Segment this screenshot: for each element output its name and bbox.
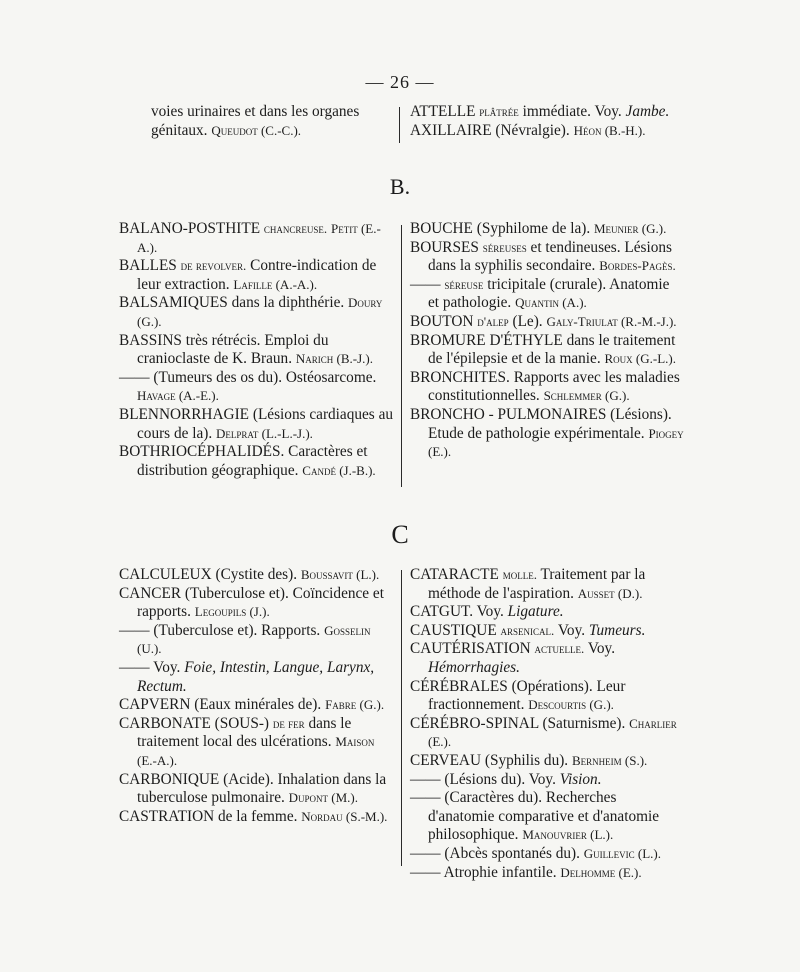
entry-headword: CASTRATION bbox=[119, 807, 215, 825]
entry-qualifier: séreuses bbox=[482, 239, 527, 255]
column-top-right bbox=[410, 103, 682, 140]
entry-italic: Jambe. bbox=[625, 103, 670, 120]
index-entry bbox=[410, 276, 684, 313]
index-entry bbox=[410, 771, 684, 790]
index-entry bbox=[119, 696, 395, 715]
entry-text: Atrophie infantile. bbox=[443, 863, 557, 881]
index-entry bbox=[410, 845, 684, 864]
section-letter-c: C bbox=[391, 520, 409, 549]
entry-text: dans la diphthérie. bbox=[231, 294, 345, 312]
entry-qualifier: de fer bbox=[272, 715, 305, 731]
column-c-left bbox=[119, 566, 395, 826]
entry-qualifier: arsenical. bbox=[500, 622, 555, 638]
entry-text: très rétrécis. Emploi du cranioclaste de K. Braun. bbox=[137, 331, 329, 368]
index-entry bbox=[410, 789, 684, 845]
index-entry bbox=[119, 771, 395, 808]
entry-text: Traitement par la méthode de l'aspiration. bbox=[428, 566, 646, 602]
entry-author: Maison (E.-A.). bbox=[137, 734, 375, 768]
entry-headword: CAUTÉRISATION bbox=[410, 640, 531, 658]
section-letter-b: B. bbox=[389, 174, 411, 199]
entry-author: Queudot (C.-C.). bbox=[211, 122, 302, 138]
entry-text: Voy. bbox=[557, 621, 586, 639]
entry-dash: —— bbox=[410, 863, 441, 881]
entry-text: dans le traitement de l'épilepsie et de la manie. bbox=[428, 331, 676, 368]
entry-author: Charlier (E.). bbox=[428, 715, 677, 750]
index-entry bbox=[410, 715, 684, 752]
index-entry bbox=[119, 566, 395, 585]
entry-author: Ausset (D.). bbox=[577, 585, 643, 601]
index-entry bbox=[133, 103, 395, 140]
entry-text: (Le). bbox=[512, 312, 543, 330]
index-entry bbox=[119, 369, 395, 406]
entry-headword: BASSINS bbox=[119, 331, 182, 349]
entry-author: Petit (E.-A.). bbox=[137, 221, 381, 255]
column-b-left bbox=[119, 220, 395, 480]
entry-text: (Syphilome de la). bbox=[476, 220, 591, 237]
entry-text: (Lésions). Etude de pathologie expérimentale. bbox=[428, 405, 672, 442]
entry-text: (Lésions cardiaques au cours de la). bbox=[137, 405, 394, 442]
entry-headword: BOUCHE bbox=[410, 220, 473, 237]
entry-headword: BRONCHO - PULMONAIRES bbox=[410, 405, 607, 423]
entry-headword: CERVEAU bbox=[410, 751, 482, 769]
entry-text: (Opérations). Leur fractionnement. bbox=[428, 677, 626, 714]
entry-headword: CAUSTIQUE bbox=[410, 621, 497, 639]
index-entry bbox=[119, 332, 395, 369]
entry-italic: Ligature. bbox=[507, 603, 564, 621]
entry-italic: Hémorrhagies. bbox=[428, 658, 520, 676]
index-entry bbox=[119, 622, 395, 659]
entry-headword: BOUTON bbox=[410, 312, 474, 330]
entry-author: Manouvrier (L.). bbox=[522, 827, 614, 843]
entry-italic: Tumeurs. bbox=[588, 621, 646, 639]
entry-text: (Caractères du). Recherches d'anatomie comparative et d'anatomie philosophique. bbox=[428, 789, 660, 844]
index-entry bbox=[410, 239, 684, 276]
page-number: — 26 — bbox=[365, 72, 435, 92]
entry-dash: —— bbox=[119, 658, 150, 676]
index-entry bbox=[119, 808, 395, 827]
entry-dash: —— bbox=[410, 789, 441, 807]
index-entry bbox=[119, 659, 395, 696]
entry-qualifier: molle. bbox=[502, 567, 537, 582]
entry-headword: CÉRÉBRO-SPINAL bbox=[410, 714, 539, 732]
entry-headword: AXILLAIRE bbox=[410, 121, 492, 139]
column-b-right bbox=[410, 220, 684, 462]
entry-author: Quantin (A.). bbox=[515, 295, 587, 311]
index-entry bbox=[119, 715, 395, 771]
entry-headword: BOTHRIOCÉPHALIDÉS. bbox=[119, 443, 285, 461]
entry-author: Boussavit (L.). bbox=[300, 567, 380, 582]
entry-italic: Foie, Intestin, Langue, Larynx, Rectum. bbox=[137, 658, 375, 695]
entry-author: Meunier (G.). bbox=[593, 221, 667, 236]
index-entry bbox=[119, 585, 395, 622]
entry-headword: ATTELLE bbox=[410, 103, 476, 120]
index-entry bbox=[410, 603, 684, 622]
index-entry bbox=[119, 220, 395, 257]
entry-text: immédiate. Voy. bbox=[522, 103, 622, 120]
column-divider bbox=[401, 225, 402, 487]
entry-headword: CATGUT. bbox=[410, 603, 474, 621]
entry-text: (Syphilis du). bbox=[484, 751, 569, 769]
index-entry bbox=[410, 369, 684, 406]
entry-text: (SOUS-) bbox=[214, 714, 270, 732]
entry-author: Roux (G.-L.). bbox=[604, 351, 676, 367]
column-divider bbox=[401, 570, 402, 866]
entry-text: (Névralgie). bbox=[495, 121, 570, 139]
entry-author: Gosselin (U.). bbox=[137, 622, 371, 657]
entry-author: Lafille (A.-A.). bbox=[233, 276, 318, 292]
entry-headword: CARBONATE bbox=[119, 714, 211, 732]
entry-dash: —— bbox=[119, 368, 150, 386]
index-entry bbox=[119, 406, 395, 443]
entry-headword: CÉRÉBRALES bbox=[410, 677, 508, 695]
index-entry bbox=[119, 294, 395, 331]
index-entry bbox=[119, 443, 395, 480]
index-entry bbox=[410, 122, 682, 141]
entry-author: Nordau (S.-M.). bbox=[301, 808, 388, 824]
entry-headword: BLENNORRHAGIE bbox=[119, 405, 250, 423]
index-entry bbox=[410, 622, 684, 641]
entry-qualifier: actuelle. bbox=[534, 641, 585, 657]
entry-text: tricipitale (crurale). Anatomie et pathologie. bbox=[428, 275, 670, 312]
entry-author: Guillevic (L.). bbox=[583, 845, 661, 861]
column-divider bbox=[399, 107, 400, 143]
index-entry bbox=[410, 864, 684, 883]
column-c-right bbox=[410, 566, 684, 882]
index-entry bbox=[410, 752, 684, 771]
index-entry bbox=[410, 406, 684, 462]
entry-author: Bordes-Pagès. bbox=[599, 258, 676, 274]
entry-headword: CANCER bbox=[119, 584, 182, 602]
entry-author: Delhomme (E.). bbox=[560, 864, 642, 880]
entry-author: Delprat (L.-L.-J.). bbox=[216, 425, 313, 441]
column-top-left bbox=[133, 103, 395, 140]
entry-text: (Eaux minérales de). bbox=[194, 696, 322, 714]
index-entry bbox=[410, 103, 682, 122]
entry-dash: —— bbox=[119, 621, 150, 639]
entry-text: Caractères et distribution géographique. bbox=[137, 443, 368, 479]
entry-author: Descourtis (G.). bbox=[528, 697, 614, 713]
index-entry bbox=[410, 313, 684, 332]
entry-dash: —— bbox=[410, 275, 441, 293]
entry-headword: CALCULEUX bbox=[119, 566, 212, 583]
entry-qualifier: séreuse bbox=[444, 276, 484, 292]
entry-text: (Lésions du). Voy. bbox=[444, 770, 556, 788]
entry-author: Héon (B.-H.). bbox=[573, 122, 646, 138]
index-entry bbox=[410, 678, 684, 715]
entry-text: voies urinaires et dans les organes génitaux. bbox=[151, 103, 360, 139]
entry-dash: —— bbox=[410, 770, 441, 788]
index-entry bbox=[410, 220, 684, 239]
entry-italic: Vision. bbox=[559, 770, 602, 788]
index-entry bbox=[410, 566, 684, 603]
entry-author: Galy-Triulat (R.-M.-J.). bbox=[546, 313, 677, 329]
entry-author: Fabre (G.). bbox=[325, 697, 385, 713]
entry-author: Schlemmer (G.). bbox=[543, 388, 630, 404]
entry-headword: BOURSES bbox=[410, 238, 479, 256]
index-entry bbox=[119, 257, 395, 294]
entry-headword: BRONCHITES. bbox=[410, 368, 510, 386]
entry-text: (Saturnisme). bbox=[542, 714, 626, 732]
entry-text: (Tuberculose et). Rapports. bbox=[153, 621, 321, 639]
entry-qualifier: d'alep bbox=[477, 313, 509, 329]
entry-text: Voy. bbox=[153, 658, 181, 676]
index-entry bbox=[410, 640, 684, 677]
entry-text: Voy. bbox=[587, 640, 616, 658]
entry-text: (Abcès spontanés du). bbox=[444, 844, 580, 862]
entry-text: dans le traitement local des ulcérations. bbox=[137, 714, 352, 751]
entry-author: Doury (G.). bbox=[137, 295, 383, 329]
entry-author: Narich (B.-J.). bbox=[295, 351, 373, 367]
entry-author: Havage (A.-E.). bbox=[137, 388, 219, 404]
entry-text: (Tumeurs des os du). Ostéosarcome. bbox=[153, 368, 377, 386]
entry-text: Voy. bbox=[476, 603, 504, 621]
entry-author: Legoupils (J.). bbox=[194, 604, 270, 620]
entry-headword: CATARACTE bbox=[410, 566, 499, 583]
entry-text: Contre-indication de leur extraction. bbox=[137, 257, 377, 293]
index-entry bbox=[410, 332, 684, 369]
entry-qualifier: chancreuse. bbox=[263, 221, 328, 236]
entry-text: (Tuberculose et). Coïncidence et rapports. bbox=[137, 584, 384, 621]
entry-author: Dupont (M.). bbox=[288, 790, 359, 806]
entry-qualifier: plâtrée bbox=[479, 104, 519, 119]
entry-text: de la femme. bbox=[218, 807, 298, 825]
entry-headword: BROMURE D'ÉTHYLE bbox=[410, 331, 563, 349]
entry-headword: CARBONIQUE bbox=[119, 770, 220, 788]
entry-text: Rapports avec les maladies constitutionnelles. bbox=[428, 368, 680, 405]
entry-text: et tendineuses. Lésions dans la syphilis secondaire. bbox=[428, 238, 672, 275]
entry-headword: BALLES bbox=[119, 257, 177, 275]
entry-text: (Cystite des). bbox=[215, 566, 298, 583]
entry-author: Piogey (E.). bbox=[428, 425, 684, 460]
entry-dash: —— bbox=[410, 844, 441, 862]
entry-headword: CAPVERN bbox=[119, 696, 191, 714]
entry-author: Bernheim (S.). bbox=[571, 752, 648, 768]
entry-headword: BALANO-POSTHITE bbox=[119, 220, 261, 237]
entry-text: (Acide). Inhalation dans la tuberculose pulmonaire. bbox=[137, 770, 387, 807]
entry-author: Candé (J.-B.). bbox=[302, 462, 376, 478]
entry-qualifier: de revolver. bbox=[180, 258, 247, 274]
entry-headword: BALSAMIQUES bbox=[119, 294, 228, 312]
